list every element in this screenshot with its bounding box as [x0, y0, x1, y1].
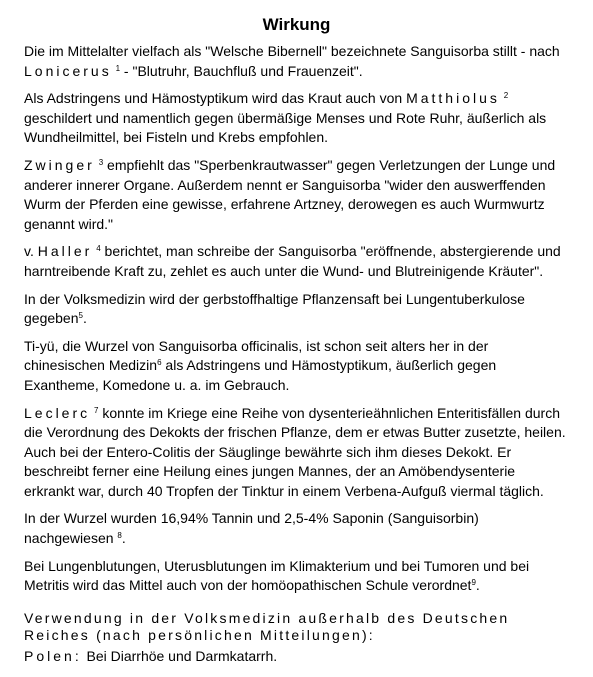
paragraph-text: .: [475, 577, 480, 594]
footnote-ref: 6: [157, 358, 162, 368]
paragraph-text: - "Blutruhr, Bauchfluß und Frauenzeit".: [120, 62, 363, 79]
author-name: Leclerc: [24, 404, 91, 421]
paragraph-text: .: [121, 530, 126, 547]
page-title: Wirkung: [262, 15, 331, 34]
paragraph-text: berichtet, man schreibe der Sanguisorba "eröffnende, abstergierende und harntreibende Kraft zu, zehlet es auch unter die Wund- und Blutreinigende Kräuter".: [24, 243, 561, 279]
paragraph-text: geschildert und namentlich gegen übermäßige Menses und Rote Ruhr, äußerlich als Wundheilmittel, bei Fisteln und Krebs empfohlen.: [24, 109, 547, 146]
author-name: Zwinger: [24, 156, 95, 173]
author-name: Matthiolus: [406, 90, 500, 107]
colon: :: [74, 647, 79, 664]
paragraph-text: .: [82, 310, 87, 327]
name-prefix: v.: [24, 243, 38, 260]
footnote-ref: 7: [94, 405, 99, 415]
paragraph-text: In der Volksmedizin wird der gerbstoffhaltige Pflanzensaft bei Lungentuberkulose gegeben: [24, 290, 525, 327]
paragraph-text: empfiehlt das "Sperbenkrautwasser" gegen Verletzungen der Lunge und anderer innerer Organe. Außerdem nennt er Sanguisorba "wider den auswerffenden Wurm der Pferden eine gewisse, erfahrene Artzney, derowegen es auch Wurmwurtz genannt wird.": [24, 156, 556, 232]
paragraph-text: Die im Mittelalter vielfach als "Welsche Bibernell" bezeichnete Sanguisorba stillt - nach: [24, 43, 560, 59]
paragraph-polen: [24, 647, 569, 667]
footnote-ref: 5: [78, 311, 83, 321]
paragraph-haller: [24, 242, 569, 281]
footnote-ref: 9: [471, 578, 476, 588]
paragraph-wurzel: [24, 509, 569, 548]
paragraph-text: konnte im Kriege eine Reihe von dysenterieähnlichen Enteritisfällen durch die Verordnung des Dekokts der frischen Pflanze, dem er etwas Butter zusetzte, heilen. Auch bei der Entero-Colitis der Säuglinge bewährte sich ihm dieses Dekokt. Er beschreibt ferner eine Heilung eines jungen Mannes, der an Amöbendysenterie erkrankt war, durch 40 Tropfen der Tinktur in einem Verbena-Aufguß viermal täglich.: [24, 404, 566, 499]
paragraph-volksmedizin: [24, 290, 569, 329]
footnote-ref: 3: [98, 157, 104, 167]
footnote-ref: 4: [96, 244, 101, 254]
paragraph-text: als Adstringens und Hämostyptikum, äußerlich gegen Exantheme, Komedone u. a. im Gebrauch.: [24, 357, 497, 393]
paragraph-text: Als Adstringens und Hämostyptikum wird das Kraut auch von: [24, 90, 407, 107]
paragraph-text: Bei Diarrhöe und Darmkatarrh.: [78, 647, 278, 664]
paragraph-lonicerus: [24, 42, 569, 81]
country-name: Polen: [24, 647, 75, 664]
paragraph-text: Ti-yü, die Wurzel von Sanguisorba officinalis, ist schon seit alters her in der chinesischen Medizin: [24, 337, 489, 374]
paragraph-ti-yu: [24, 337, 569, 396]
footnote-ref: 2: [503, 91, 509, 101]
paragraph-lungenblutungen: [24, 557, 569, 596]
author-name: Lonicerus: [24, 62, 112, 79]
footnote-ref: 8: [117, 531, 122, 541]
author-name: Haller: [37, 243, 93, 260]
paragraph-zwinger: [24, 156, 569, 234]
paragraph-text: In der Wurzel wurden 16,94% Tannin und 2,5-4% Saponin (Sanguisorbin) nachgewiesen: [24, 510, 479, 547]
paragraph-matthiolus: [24, 89, 569, 148]
paragraph-leclerc: [24, 404, 569, 502]
paragraph-text: Bei Lungenblutungen, Uterusblutungen im Klimakterium und bei Tumoren und bei Metritis wird das Mittel auch von der homöopathischen Schule verordnet: [24, 557, 530, 594]
footnote-ref: 1: [115, 63, 121, 73]
section-heading: Verwendung in der Volksmedizin außerhalb des Deutschen Reiches (nach persönlichen Mitteilungen):: [24, 609, 510, 643]
